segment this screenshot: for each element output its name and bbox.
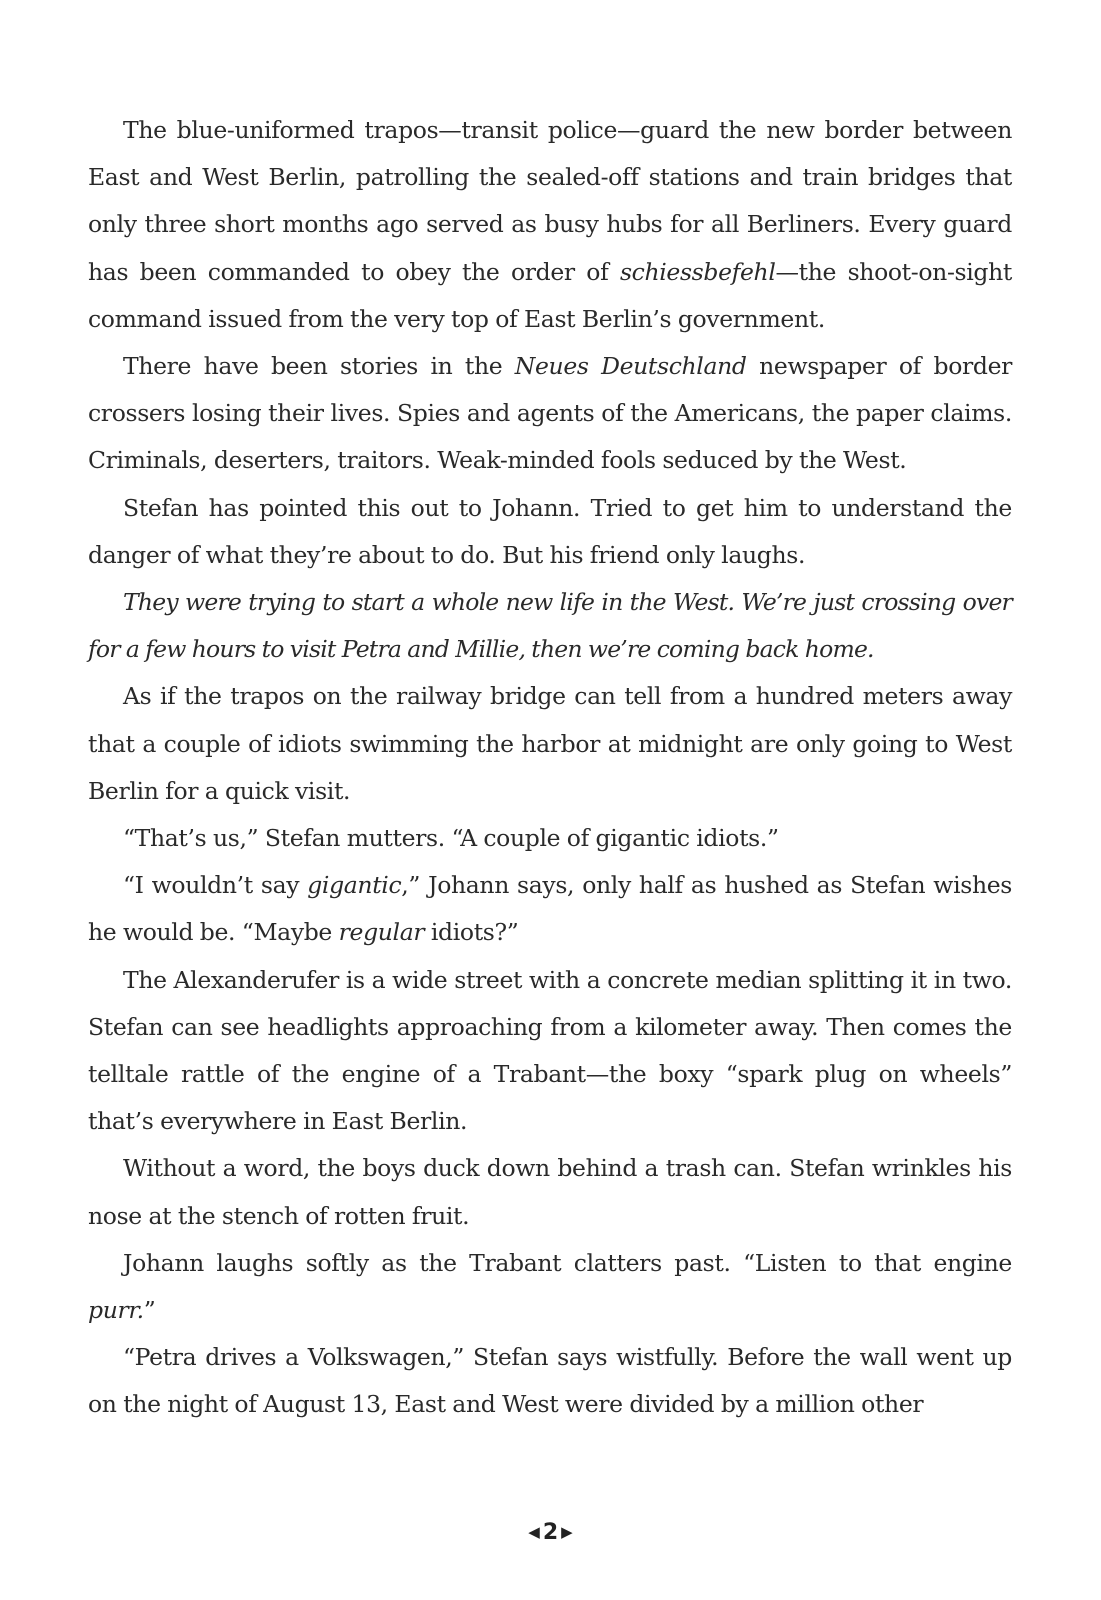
page-number-folio xyxy=(0,1520,1101,1545)
paragraph-text: newspaper of border crossers losing their lives. Spies and agents of the Americans, the paper claims. Criminals, deserters, traitors. Weak-minded fools seduced by the West. xyxy=(88,352,1013,475)
paragraph-1 xyxy=(88,107,1012,343)
paragraph-10-dialogue xyxy=(88,1240,1012,1334)
paragraph-text: —the shoot-on-sight command issued from the very top of East Berlin’s government. xyxy=(88,257,1012,333)
paragraph-text: The Alexanderufer is a wide street with a concrete median splitting it in two. Stefan can see headlights approaching from a kilometer away. Then comes the telltale rattle of the engine of a Trabant—the boxy “spark plug on wheels” that’s everywhere in East Berlin. xyxy=(88,965,1012,1136)
paragraph-4-thought xyxy=(88,579,1012,673)
paragraph-11 xyxy=(88,1334,1012,1428)
italic-emphasis: gigantic xyxy=(307,871,402,900)
paragraph-text: idiots?” xyxy=(424,918,519,947)
left-triangle-icon: ◀ xyxy=(528,1523,540,1541)
italic-term: schiessbefehl xyxy=(619,257,776,286)
paragraph-text: As if the trapos on the railway bridge can tell from a hundred meters away that a couple of idiots swimming the harbor at midnight are only going to West Berlin for a quick visit. xyxy=(88,682,1012,805)
paragraph-8 xyxy=(88,957,1012,1146)
paragraph-7-dialogue xyxy=(88,862,1012,956)
paragraph-text: They were trying to start a whole new life in the West. We’re just crossing over for a few hours to visit Petra and Millie, then we’re coming back home. xyxy=(88,588,1012,664)
page-number: 2 xyxy=(542,1520,559,1545)
newspaper-title: Neues Deutschland xyxy=(514,352,747,381)
paragraph-text: ” xyxy=(143,1296,156,1325)
paragraph-text: Stefan has pointed this out to Johann. Tried to get him to understand the danger of what they’re about to do. But his friend only laughs. xyxy=(88,493,1012,569)
paragraph-text: Johann laughs softly as the Trabant clatters past. “Listen to that engine xyxy=(123,1248,1012,1277)
paragraph-text: The blue-uniformed trapos—transit police—guard the new border between East and West Berlin, patrolling the sealed-off stations and train bridges that only three short months ago served as busy hubs for all Berliners. Every guard has been commanded to obey the order of xyxy=(88,116,1012,286)
paragraph-text: “I wouldn’t say xyxy=(123,871,308,900)
paragraph-5 xyxy=(88,673,1012,815)
paragraph-9 xyxy=(88,1145,1012,1239)
paragraph-6-dialogue xyxy=(88,815,1012,862)
italic-emphasis: purr. xyxy=(88,1296,144,1325)
paragraph-text: “That’s us,” Stefan mutters. “A couple of gigantic idiots.” xyxy=(123,824,779,853)
paragraph-3 xyxy=(88,485,1012,579)
right-triangle-icon: ▶ xyxy=(561,1523,573,1541)
book-page-body xyxy=(88,107,1012,1429)
paragraph-2 xyxy=(88,343,1012,485)
paragraph-text: ,” Johann says, only half as hushed as Stefan wishes he would be. “Maybe xyxy=(88,871,1012,947)
paragraph-text: There have been stories in the xyxy=(123,352,515,381)
paragraph-text: Without a word, the boys duck down behind a trash can. Stefan wrinkles his nose at the stench of rotten fruit. xyxy=(88,1154,1012,1230)
paragraph-text: “Petra drives a Volkswagen,” Stefan says wistfully. Before the wall went up on the night of August 13, East and West were divided by a million other xyxy=(88,1343,1012,1419)
italic-emphasis: regular xyxy=(338,918,425,947)
